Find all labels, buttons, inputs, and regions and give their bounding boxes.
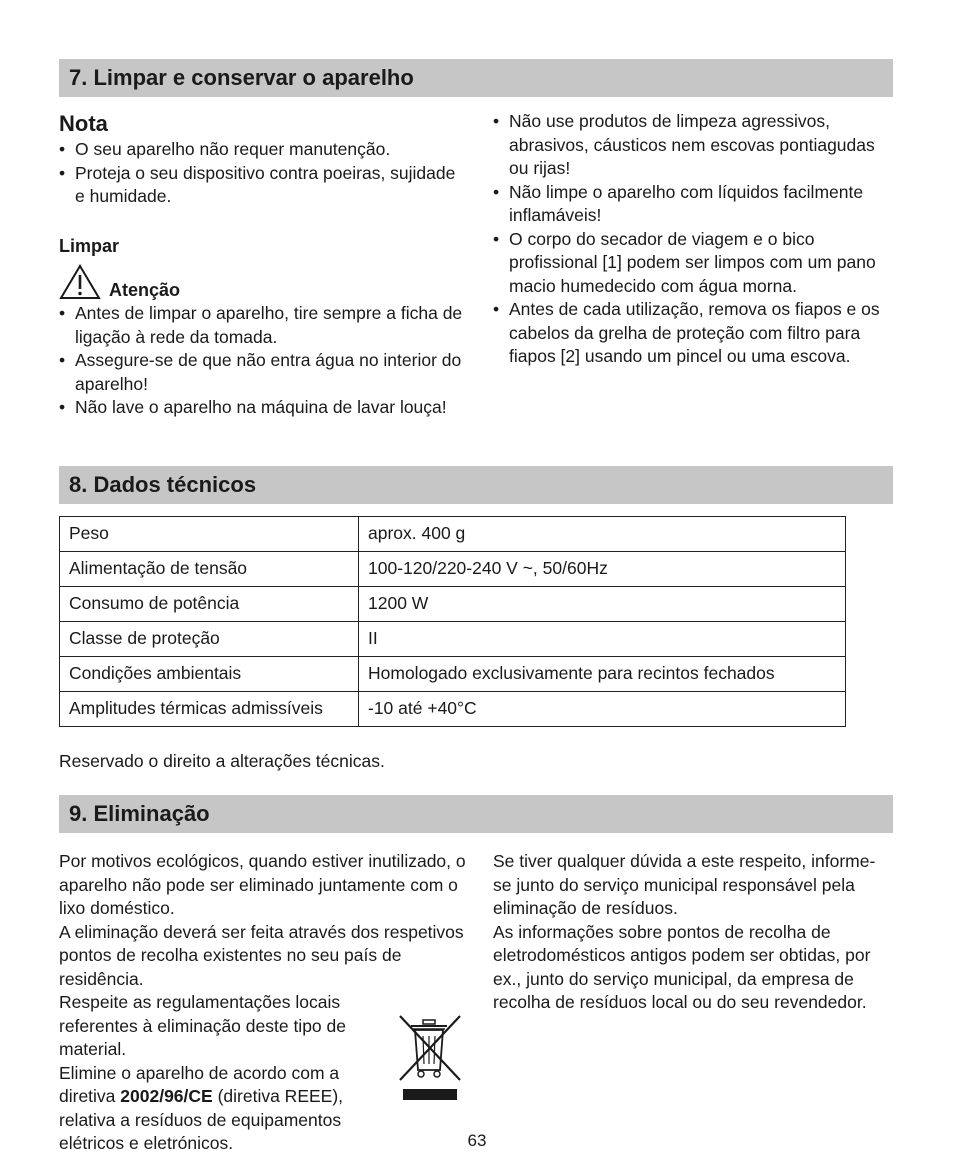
cleaning-list — [493, 110, 893, 369]
warning-triangle-icon — [59, 264, 101, 300]
directive-text-post: (diretiva REEE), relativa a resíduos de equipamentos elétricos e eletrónicos. — [59, 1086, 344, 1153]
crossed-out-bin-icon — [396, 1012, 464, 1102]
table-row — [60, 657, 846, 692]
directive-number: 2002/96/CE — [120, 1086, 213, 1106]
spec-label: Peso — [60, 517, 359, 552]
table-row — [60, 517, 846, 552]
technical-changes-note: Reservado o direito a alterações técnicas. — [59, 751, 385, 771]
table-row — [60, 622, 846, 657]
spec-value: 100-120/220-240 V ~, 50/60Hz — [359, 552, 846, 587]
section-7-left-column — [59, 110, 469, 420]
list-item: • Proteja o seu dispositivo contra poeiras, sujidade e humidade. — [59, 162, 469, 209]
paragraph: Por motivos ecológicos, quando estiver inutilizado, o aparelho não pode ser eliminado juntamente com o lixo doméstico. — [59, 851, 466, 918]
spec-value: -10 até +40°C — [359, 692, 846, 727]
spec-label: Condições ambientais — [60, 657, 359, 692]
list-item: • O seu aparelho não requer manutenção. — [59, 138, 469, 162]
technical-data-table — [59, 516, 846, 727]
paragraph: Se tiver qualquer dúvida a este respeito, informe-se junto do serviço municipal responsável pela eliminação de resíduos. — [493, 851, 876, 918]
section-7-heading: 7. Limpar e conservar o aparelho — [59, 59, 893, 97]
list-item: • Antes de limpar o aparelho, tire sempre a ficha de ligação à rede da tomada. — [59, 302, 469, 349]
list-item: • Não use produtos de limpeza agressivos, abrasivos, cáusticos nem escovas pontiagudas ou rijas! — [493, 110, 893, 181]
disposal-right-column — [493, 850, 893, 1015]
list-item: • Não lave o aparelho na máquina de lavar louça! — [59, 396, 469, 420]
list-item: • O corpo do secador de viagem e o bico profissional [1] podem ser limpos com um pano macio humedecido com água morna. — [493, 228, 893, 299]
section-7-right-column — [493, 110, 893, 369]
page-number: 63 — [467, 1131, 487, 1150]
attention-list — [59, 302, 469, 420]
spec-value: Homologado exclusivamente para recintos fechados — [359, 657, 846, 692]
limpar-title: Limpar — [59, 235, 120, 256]
spec-label: Consumo de potência — [60, 587, 359, 622]
paragraph: As informações sobre pontos de recolha de eletrodomésticos antigos podem ser obtidas, por ex., junto do serviço municipal, da empresa de recolha de resíduos local ou do seu revendedor. — [493, 921, 871, 1012]
nota-title: Nota — [59, 111, 108, 136]
spec-value: II — [359, 622, 846, 657]
list-item: • Antes de cada utilização, remova os fiapos e os cabelos da grelha de proteção com filtro para fiapos [2] usando um pincel ou uma escova. — [493, 298, 893, 369]
attention-label: Atenção — [109, 280, 181, 300]
section-9-heading: 9. Eliminação — [59, 795, 893, 833]
nota-list — [59, 138, 469, 209]
paragraph: Respeite as regulamentações locais referentes à eliminação deste tipo de material. — [59, 992, 346, 1059]
disposal-left-column — [59, 850, 469, 1156]
spec-label: Classe de proteção — [60, 622, 359, 657]
list-item: • Assegure-se de que não entra água no interior do aparelho! — [59, 349, 469, 396]
attention-header — [59, 258, 469, 300]
table-row — [60, 692, 846, 727]
table-row — [60, 552, 846, 587]
section-8-heading: 8. Dados técnicos — [59, 466, 893, 504]
list-item: • Não limpe o aparelho com líquidos facilmente inflamáveis! — [493, 181, 893, 228]
directive-text-pre: Elimine o aparelho de acordo com a diretiva — [59, 1062, 340, 1106]
spec-label: Amplitudes térmicas admissíveis — [60, 692, 359, 727]
spec-value: 1200 W — [359, 587, 846, 622]
table-row — [60, 587, 846, 622]
spec-value: aprox. 400 g — [359, 517, 846, 552]
spec-label: Alimentação de tensão — [60, 552, 359, 587]
paragraph: A eliminação deverá ser feita através dos respetivos pontos de recolha existentes no seu país de residência. — [59, 921, 464, 989]
